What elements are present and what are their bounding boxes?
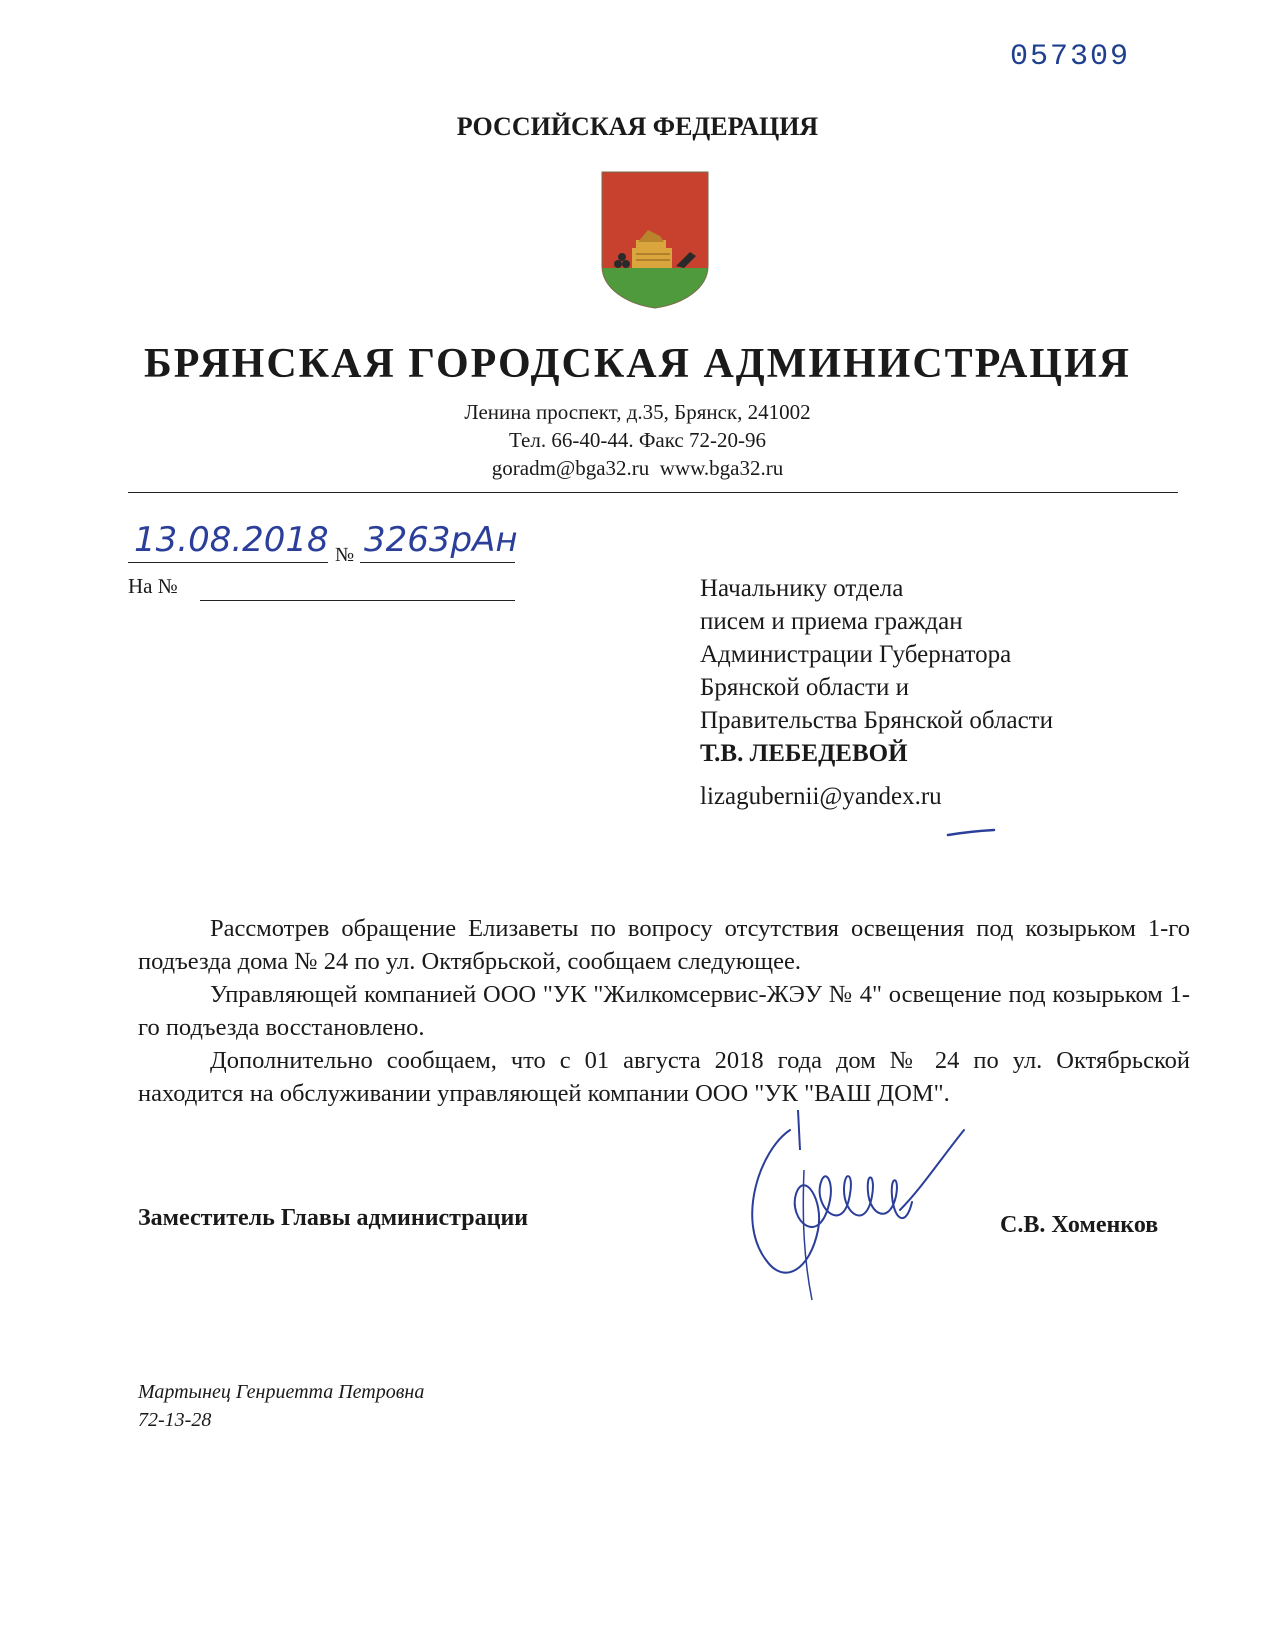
addressee-line: Администрации Губернатора xyxy=(700,641,1012,668)
body-paragraph: Рассмотрев обращение Елизаветы по вопросу отсутствия освещения под козырьком 1-го подъезда дома № 24 по ул. Октябрьской, сообщаем следующее. xyxy=(138,915,1190,975)
letter-body xyxy=(138,912,1190,1110)
addressee-line: Брянской области и xyxy=(700,674,910,701)
email-web-line: goradm@bga32.ru www.bga32.ru xyxy=(491,456,784,480)
handwritten-signature xyxy=(740,1110,980,1315)
addressee-block xyxy=(700,572,1053,813)
address-line: Ленина проспект, д.35, Брянск, 241002 xyxy=(464,400,811,424)
number-sign: № xyxy=(335,544,355,566)
registration-date: 13.08.2018 xyxy=(134,520,329,560)
header-divider xyxy=(128,492,1178,493)
executor-block xyxy=(138,1378,424,1434)
addressee-email: lizagubernii@yandex.ru xyxy=(700,783,942,810)
addressee-name: Т.В. ЛЕБЕДЕВОЙ xyxy=(700,740,908,767)
reply-reference-row xyxy=(128,570,528,610)
handwritten-mark xyxy=(946,826,996,844)
executor-name: Мартынец Генриетта Петровна xyxy=(138,1381,425,1403)
organization-title: БРЯНСКАЯ ГОРОДСКАЯ АДМИНИСТРАЦИЯ xyxy=(144,341,1131,387)
addressee-line: Начальнику отдела xyxy=(700,575,904,602)
date-underline xyxy=(128,562,328,563)
number-underline xyxy=(360,562,515,563)
body-paragraph: Дополнительно сообщаем, что с 01 августа 2018 года дом № 24 по ул. Октябрьской находится на обслуживании управляющей компании ООО "УК "ВАШ ДОМ". xyxy=(138,1047,1190,1107)
signer-position: Заместитель Главы администрации xyxy=(138,1205,529,1231)
coat-of-arms-icon xyxy=(598,170,712,310)
addressee-line: писем и приема граждан xyxy=(700,608,963,635)
executor-phone: 72-13-28 xyxy=(138,1409,212,1431)
phone-fax-line: Тел. 66-40-44. Факс 72-20-96 xyxy=(509,428,766,452)
document-number: 057309 xyxy=(1010,40,1131,74)
registration-number: 3263рАн xyxy=(364,520,518,560)
reply-reference-underline xyxy=(200,600,515,601)
reply-reference-label: На № xyxy=(128,574,178,598)
contact-block xyxy=(0,398,1275,482)
registration-row xyxy=(128,520,588,570)
signer-name: С.В. Хоменков xyxy=(1000,1212,1159,1238)
body-paragraph: Управляющей компанией ООО "УК "Жилкомсервис-ЖЭУ № 4" освещение под козырьком 1-го подъезда восстановлено. xyxy=(138,981,1190,1041)
country-heading: РОССИЙСКАЯ ФЕДЕРАЦИЯ xyxy=(456,112,819,141)
addressee-line: Правительства Брянской области xyxy=(700,707,1053,734)
